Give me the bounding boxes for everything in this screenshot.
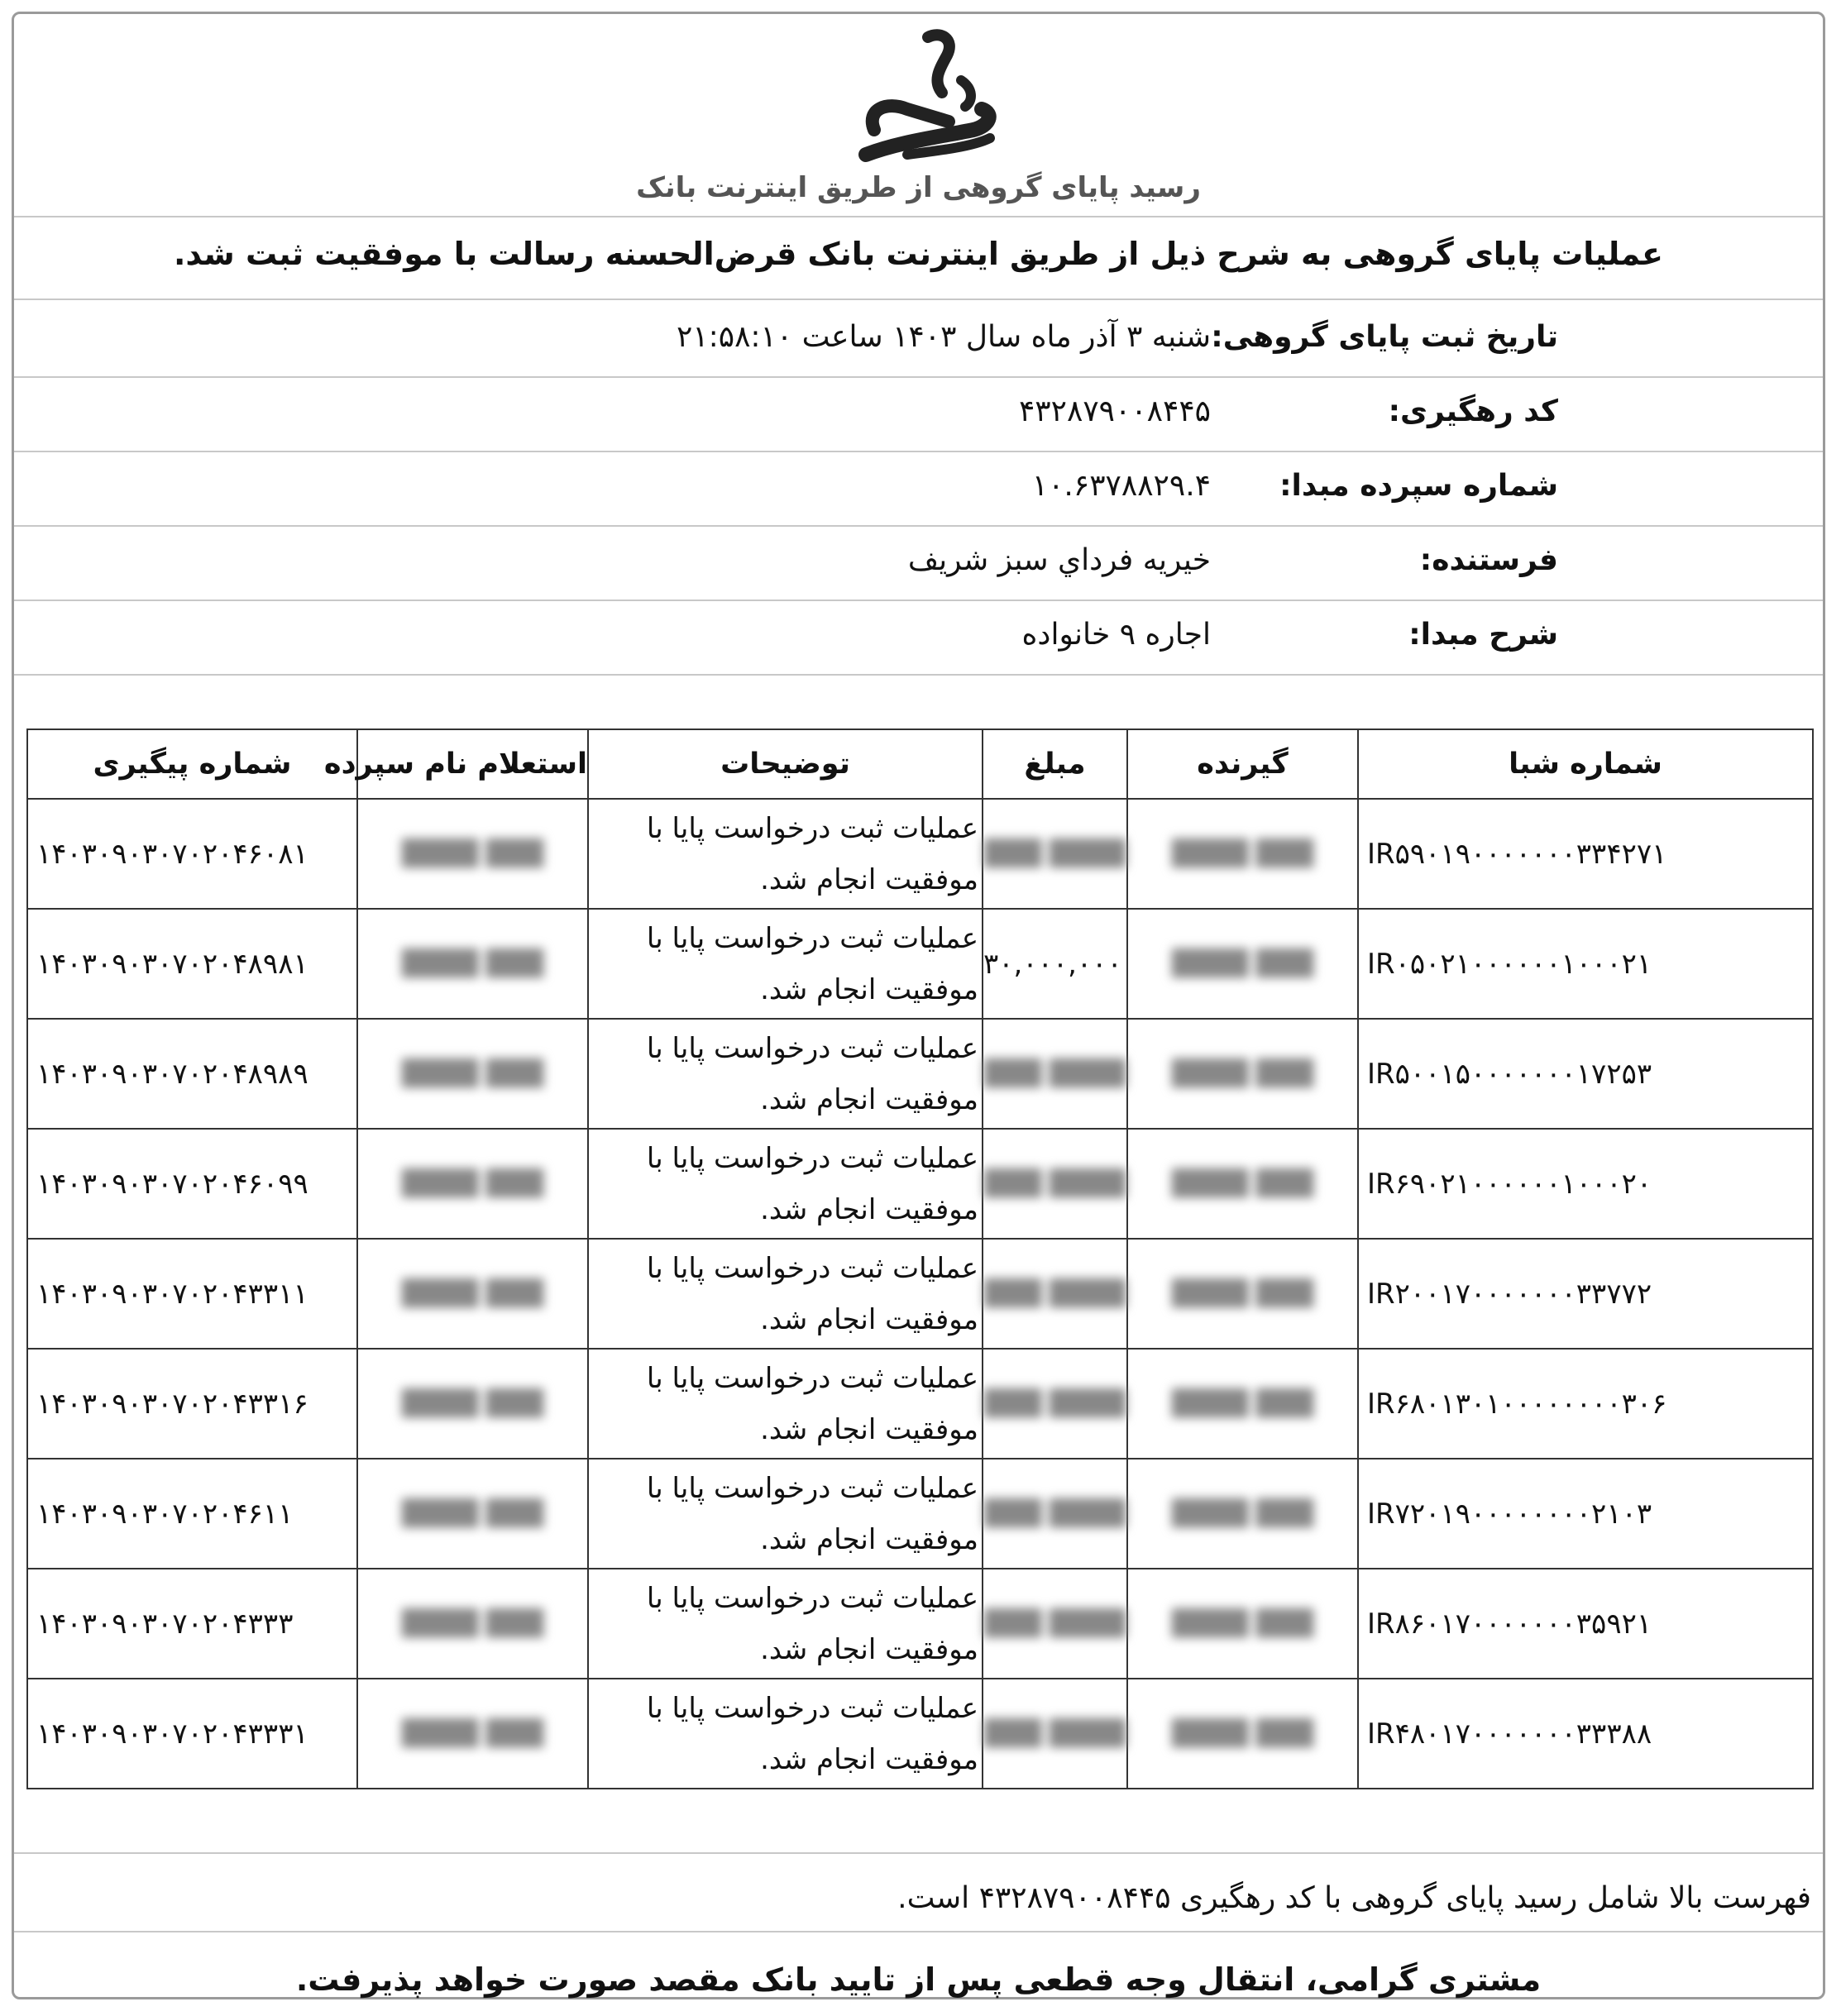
description-cell: عملیات ثبت درخواست پایا با موفقیت انجام شد.: [588, 1459, 983, 1569]
amount-cell: [983, 1019, 1127, 1129]
sheba-cell: IR۷۲۰۱۹۰۰۰۰۰۰۰۰۲۱۰۳: [1358, 1459, 1813, 1569]
table-row: [27, 909, 1813, 1019]
redacted-blur: ███ ████: [983, 1278, 1126, 1308]
redacted-blur: ███ ████: [401, 838, 544, 868]
redacted-blur: ███ ████: [1171, 838, 1314, 868]
tracking-cell: ۱۴۰۳۰۹۰۳۰۷۰۲۰۴۸۹۸۱: [27, 909, 357, 1019]
info-label: شماره سپرده مبدا:: [1279, 469, 1558, 503]
info-label: فرستنده:: [1419, 543, 1558, 577]
tracking-cell: ۱۴۰۳۰۹۰۳۰۷۰۲۰۴۳۳۳۱: [27, 1679, 357, 1789]
info-value: ۱۰.۶۳۷۸۸۲۹.۴: [1031, 469, 1211, 503]
redacted-blur: ███ ████: [401, 1058, 544, 1088]
column-header-sheba: شماره شبا: [1358, 729, 1813, 799]
info-value: اجاره ۹ خانواده: [1021, 618, 1211, 652]
amount-cell: ۳۰,۰۰۰,۰۰۰: [983, 909, 1127, 1019]
tracking-cell: ۱۴۰۳۰۹۰۳۰۷۰۲۰۴۳۳۱۱: [27, 1239, 357, 1349]
tracking-cell: ۱۴۰۳۰۹۰۳۰۷۰۲۰۴۶۰۸۱: [27, 799, 357, 909]
info-row-sender: [14, 527, 1823, 600]
amount-cell: [983, 1459, 1127, 1569]
sheba-cell: IR۶۸۰۱۳۰۱۰۰۰۰۰۰۰۰۳۰۶: [1358, 1349, 1813, 1459]
tracking-cell: ۱۴۰۳۰۹۰۳۰۷۰۲۰۴۸۹۸۹: [27, 1019, 357, 1129]
amount-cell: [983, 799, 1127, 909]
tracking-cell: ۱۴۰۳۰۹۰۳۰۷۰۲۰۴۳۳۳: [27, 1569, 357, 1679]
table-row: [27, 799, 1813, 909]
redacted-blur: ███ ████: [401, 1498, 544, 1528]
info-value: خیریه فرداي سبز شریف: [907, 543, 1211, 577]
amount-cell: [983, 1239, 1127, 1349]
receiver-cell-redacted: [1127, 1679, 1358, 1789]
info-label: تاریخ ثبت پایای گروهی:: [1211, 320, 1558, 354]
description-cell: عملیات ثبت درخواست پایا با موفقیت انجام شد.: [588, 1239, 983, 1349]
name-inquiry-cell-redacted: [357, 1459, 588, 1569]
redacted-blur: ███ ████: [983, 1718, 1126, 1748]
sheba-cell: IR۶۹۰۲۱۰۰۰۰۰۰۱۰۰۰۲۰: [1358, 1129, 1813, 1239]
redacted-blur: ███ ████: [401, 1608, 544, 1638]
info-row-date: [14, 303, 1823, 376]
name-inquiry-cell-redacted: [357, 799, 588, 909]
sheba-cell: IR۴۸۰۱۷۰۰۰۰۰۰۰۳۳۳۸۸: [1358, 1679, 1813, 1789]
redacted-blur: ███ ████: [401, 948, 544, 978]
column-header-description: توضیحات: [588, 729, 983, 799]
sheba-cell: IR۵۰۰۱۵۰۰۰۰۰۰۰۱۷۲۵۳: [1358, 1019, 1813, 1129]
sheba-cell: IR۰۵۰۲۱۰۰۰۰۰۰۱۰۰۰۲۱: [1358, 909, 1813, 1019]
transfers-table: [26, 729, 1814, 1789]
amount-cell: [983, 1349, 1127, 1459]
description-cell: عملیات ثبت درخواست پایا با موفقیت انجام شد.: [588, 799, 983, 909]
divider: [14, 1852, 1823, 1854]
redacted-blur: ███ ████: [1171, 1498, 1314, 1528]
redacted-blur: ███ ████: [401, 1388, 544, 1418]
sheba-cell: IR۸۶۰۱۷۰۰۰۰۰۰۰۳۵۹۲۱: [1358, 1569, 1813, 1679]
sheba-cell: IR۵۹۰۱۹۰۰۰۰۰۰۰۳۳۴۲۷۱: [1358, 799, 1813, 909]
redacted-blur: ███ ████: [1171, 1388, 1314, 1418]
amount-cell: [983, 1129, 1127, 1239]
receiver-cell-redacted: [1127, 1239, 1358, 1349]
redacted-blur: ███ ████: [1171, 948, 1314, 978]
receiver-cell-redacted: [1127, 799, 1358, 909]
redacted-blur: ███ ████: [983, 1608, 1126, 1638]
redacted-blur: ███ ████: [1171, 1718, 1314, 1748]
name-inquiry-cell-redacted: [357, 1569, 588, 1679]
name-inquiry-cell-redacted: [357, 1349, 588, 1459]
name-inquiry-cell-redacted: [357, 1019, 588, 1129]
receipt-subtitle: رسید پایای گروهی از طریق اینترنت بانک: [636, 171, 1201, 204]
redacted-blur: ███ ████: [1171, 1608, 1314, 1638]
redacted-blur: ███ ████: [1171, 1278, 1314, 1308]
redacted-blur: ███ ████: [983, 1388, 1126, 1418]
redacted-blur: ███ ████: [401, 1718, 544, 1748]
receiver-cell-redacted: [1127, 1459, 1358, 1569]
description-cell: عملیات ثبت درخواست پایا با موفقیت انجام شد.: [588, 1129, 983, 1239]
footer-notice: مشتری گرامی، انتقال وجه قطعی پس از تایید بانک مقصد صورت خواهد پذیرفت.: [295, 1961, 1542, 1998]
description-cell: عملیات ثبت درخواست پایا با موفقیت انجام شد.: [588, 1019, 983, 1129]
receiver-cell-redacted: [1127, 909, 1358, 1019]
table-row: [27, 1349, 1813, 1459]
info-value: ۴۳۲۸۷۹۰۰۸۴۴۵: [1018, 394, 1211, 428]
divider: [14, 216, 1823, 217]
name-inquiry-cell-redacted: [357, 1239, 588, 1349]
amount-cell: [983, 1679, 1127, 1789]
info-row-source-account: [14, 452, 1823, 525]
redacted-blur: ███ ████: [983, 1058, 1126, 1088]
description-cell: عملیات ثبت درخواست پایا با موفقیت انجام شد.: [588, 1679, 983, 1789]
redacted-blur: ███ ████: [401, 1278, 544, 1308]
footer-note: فهرست بالا شامل رسید پایای گروهی با کد رهگیری ۴۳۲۸۷۹۰۰۸۴۴۵ است.: [897, 1881, 1811, 1915]
resalat-bank-logo-icon: [849, 31, 998, 167]
description-cell: عملیات ثبت درخواست پایا با موفقیت انجام شد.: [588, 1349, 983, 1459]
description-cell: عملیات ثبت درخواست پایا با موفقیت انجام شد.: [588, 909, 983, 1019]
info-value: شنبه ۳ آذر ماه سال ۱۴۰۳ ساعت ۲۱:۵۸:۱۰: [676, 320, 1211, 354]
table-header-row: [27, 729, 1813, 799]
name-inquiry-cell-redacted: [357, 1129, 588, 1239]
divider: [14, 674, 1823, 676]
table-row: [27, 1459, 1813, 1569]
info-label: شرح مبدا:: [1408, 618, 1558, 652]
tracking-cell: ۱۴۰۳۰۹۰۳۰۷۰۲۰۴۶۱۱: [27, 1459, 357, 1569]
receiver-cell-redacted: [1127, 1129, 1358, 1239]
receiver-cell-redacted: [1127, 1019, 1358, 1129]
redacted-blur: ███ ████: [983, 838, 1126, 868]
info-row-source-description: [14, 601, 1823, 674]
info-label: کد رهگیری:: [1388, 394, 1558, 428]
amount-cell: [983, 1569, 1127, 1679]
table-row: [27, 1239, 1813, 1349]
sheba-cell: IR۲۰۰۱۷۰۰۰۰۰۰۰۳۳۷۷۲: [1358, 1239, 1813, 1349]
column-header-name-inquiry: استعلام نام سپرده: [357, 729, 588, 799]
column-header-tracking: شماره پیگیری: [27, 729, 357, 799]
name-inquiry-cell-redacted: [357, 909, 588, 1019]
name-inquiry-cell-redacted: [357, 1679, 588, 1789]
redacted-blur: ███ ████: [401, 1168, 544, 1198]
table-row: [27, 1019, 1813, 1129]
column-header-amount: مبلغ: [983, 729, 1127, 799]
table-row: [27, 1129, 1813, 1239]
receipt-header: [14, 14, 1823, 216]
description-cell: عملیات ثبت درخواست پایا با موفقیت انجام شد.: [588, 1569, 983, 1679]
receiver-cell-redacted: [1127, 1569, 1358, 1679]
receiver-cell-redacted: [1127, 1349, 1358, 1459]
info-row-tracking-code: [14, 378, 1823, 451]
divider: [14, 299, 1823, 300]
table-row: [27, 1679, 1813, 1789]
tracking-cell: ۱۴۰۳۰۹۰۳۰۷۰۲۰۴۳۳۱۶: [27, 1349, 357, 1459]
success-message: عملیات پایای گروهی به شرح ذیل از طریق اینترنت بانک قرض‌الحسنه رسالت با موفقیت ثبت شد.: [174, 236, 1663, 272]
tracking-cell: ۱۴۰۳۰۹۰۳۰۷۰۲۰۴۶۰۹۹: [27, 1129, 357, 1239]
table-row: [27, 1569, 1813, 1679]
redacted-blur: ███ ████: [1171, 1058, 1314, 1088]
divider: [14, 1931, 1823, 1932]
redacted-blur: ███ ████: [1171, 1168, 1314, 1198]
redacted-blur: ███ ████: [983, 1498, 1126, 1528]
redacted-blur: ███ ████: [983, 1168, 1126, 1198]
receipt-card: [12, 12, 1825, 1999]
column-header-receiver: گیرنده: [1127, 729, 1358, 799]
